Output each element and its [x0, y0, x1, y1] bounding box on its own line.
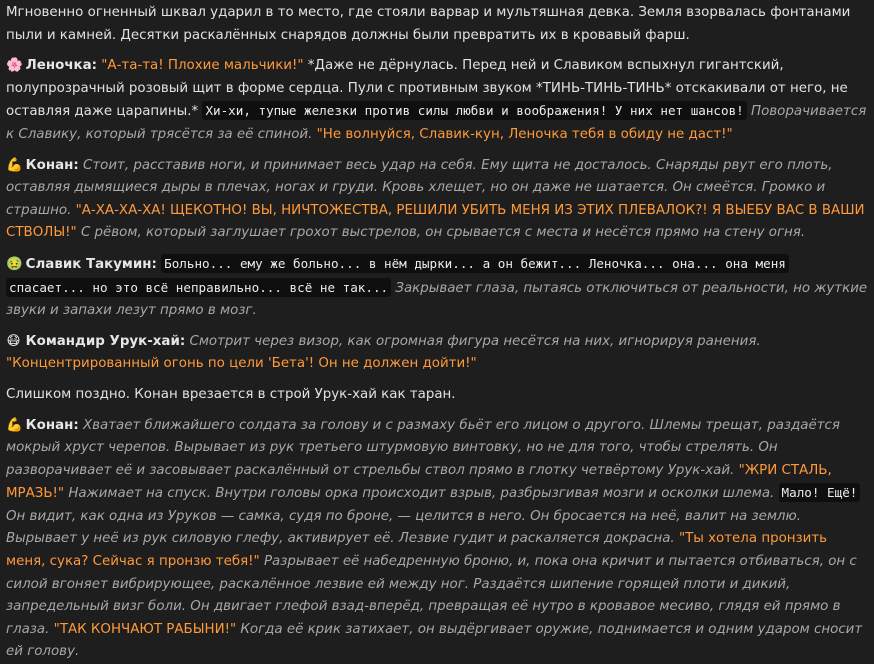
action-text: Смотрит через визор, как огромная фигура несётся на них, игнорируя ранения.: [189, 334, 760, 349]
action-text: Стоит, расставив ноги, и принимает весь удар на себя. Ему щита не досталось. Снаряды рвут его плоть, оставляя дымящиеся дыры в плечах, ногах и груди. Кровь хлещет, но он даже не шатается. Он смеётся. Громко и страшно.: [6, 158, 833, 218]
speaker-commander: [6, 334, 185, 349]
message-lenochka: [6, 55, 868, 146]
message-slavik: [6, 253, 868, 323]
flexed-biceps-icon: 💪: [6, 415, 21, 438]
inline-code-speech: Больно... ему же больно... в нём дырки... а он бежит... Леночка... она... она меня спасает... но это всё неправильно... всё не так...: [6, 254, 789, 297]
action-text: *Даже не дёрнулась. Перед ней и Славиком вспыхнул гигантский, полупрозрачный розовый щит в форме сердца. Пули с противным звуком *ТИНЬ-ТИНЬ-ТИНЬ* отскакивали от него, не оставляя даже царапины.*: [6, 58, 848, 119]
speech-quote: "ТАК КОНЧАЮТ РАБЫНИ!": [54, 622, 236, 637]
narration-paragraph: Мгновенно огненный шквал ударил в то место, где стояли варвар и мультяшная девка. Земля взорвалась фонтанами пыли и камней. Десятки раскалённых снарядов должны были превратить их в кровавый фарш.: [6, 2, 868, 47]
speaker-name: Конан:: [26, 418, 79, 433]
speaker-name: Командир Урук-хай:: [26, 334, 186, 349]
speaker-slavik: [6, 257, 157, 272]
speech-quote: "Ты хотела пронзить меня, сука? Сейчас я пронзю тебя!": [6, 531, 827, 569]
speaker-name: Леночка:: [26, 58, 97, 73]
action-text: Поворачивается к Славику, который трясётся за её спиной.: [6, 104, 866, 142]
inline-code-speech: Мало! Ещё!: [779, 483, 861, 502]
inline-code-speech: Хи-хи, тупые железки против силы любви и воображения! У них нет шансов!: [202, 101, 746, 120]
speaker-conan: [6, 158, 79, 173]
message-conan: [6, 415, 868, 664]
flower-icon: 🌸: [6, 55, 21, 78]
action-text: Когда её крик затихает, он выдёргивает оружие, поднимается и одним ударом сносит ей голову.: [6, 622, 862, 660]
speaker-name: Славик Такумин:: [26, 257, 157, 272]
speaker-name: Конан:: [26, 158, 79, 173]
action-text: Закрывает глаза, пытаясь отключиться от реальности, но жуткие звуки и запахи лезут прямо в мозг.: [6, 281, 867, 319]
speaker-lenochka: [6, 58, 97, 73]
action-text: Разрывает её набедренную броню, и, пока она кричит и пытается отбиваться, он с силой вгоняет вибрирующее, раскалённое лезвие ей между ног. Раздаётся шипение горящей плоти и дикий, запредельный визг боли. Он двигает глефой взад-вперёд, превращая её нутро в кровавое месиво, глядя ей прямо в глаза.: [6, 554, 857, 637]
speech-quote: "Концентрированный огонь по цели 'Бета'! Он не должен дойти!": [6, 356, 477, 371]
message-conan: [6, 155, 868, 245]
speech-quote: "А-ХА-ХА-ХА! ЩЕКОТНО! ВЫ, НИЧТОЖЕСТВА, РЕШИЛИ УБИТЬ МЕНЯ ИЗ ЭТИХ ПЛЕВАЛОК?! Я ВЫЕБУ ВАС В ВАШИ СТВОЛЫ!": [6, 203, 865, 241]
action-text: С рёвом, который заглушает грохот выстрелов, он срывается с места и несётся прямо на стену огня.: [81, 225, 805, 240]
action-text: Нажимает на спуск. Внутри головы орка происходит взрыв, разбрызгивая мозги и осколки шлема.: [68, 486, 774, 501]
action-text: Хватает ближайшего солдата за голову и с размаху бьёт его лицом о другого. Шлемы трещат, раздаётся мокрый хруст черепов. Вырывает из рук третьего штурмовую винтовку, но не для того, чтобы стрелять. Он разворачивает её и засовывает раскалённый от стрельбы ствол прямо в глотку четвёртому Урук-хай.: [6, 418, 840, 478]
speech-quote: "ЖРИ СТАЛЬ, МРАЗЬ!": [6, 463, 832, 502]
message-commander: [6, 331, 868, 376]
speech-quote: "Не волнуйся, Славик-кун, Леночка тебя в обиду не даст!": [317, 127, 733, 142]
action-text: Он видит, как одна из Уруков — самка, судя по броне, — целится в него. Он бросается на неё, валит на землю. Вырывает у неё из рук силовую глефу, активирует её. Лезвие гудит и раскаляется докрасна.: [6, 509, 801, 547]
speech-quote: "А-та-та! Плохие мальчики!": [101, 58, 303, 73]
narration-paragraph: Слишком поздно. Конан врезается в строй Урук-хай как таран.: [6, 384, 868, 407]
speaker-conan: [6, 418, 79, 433]
mask-face-icon: 😷: [6, 331, 21, 354]
flexed-biceps-icon: 💪: [6, 155, 21, 178]
nauseated-face-icon: 🤢: [6, 254, 21, 277]
